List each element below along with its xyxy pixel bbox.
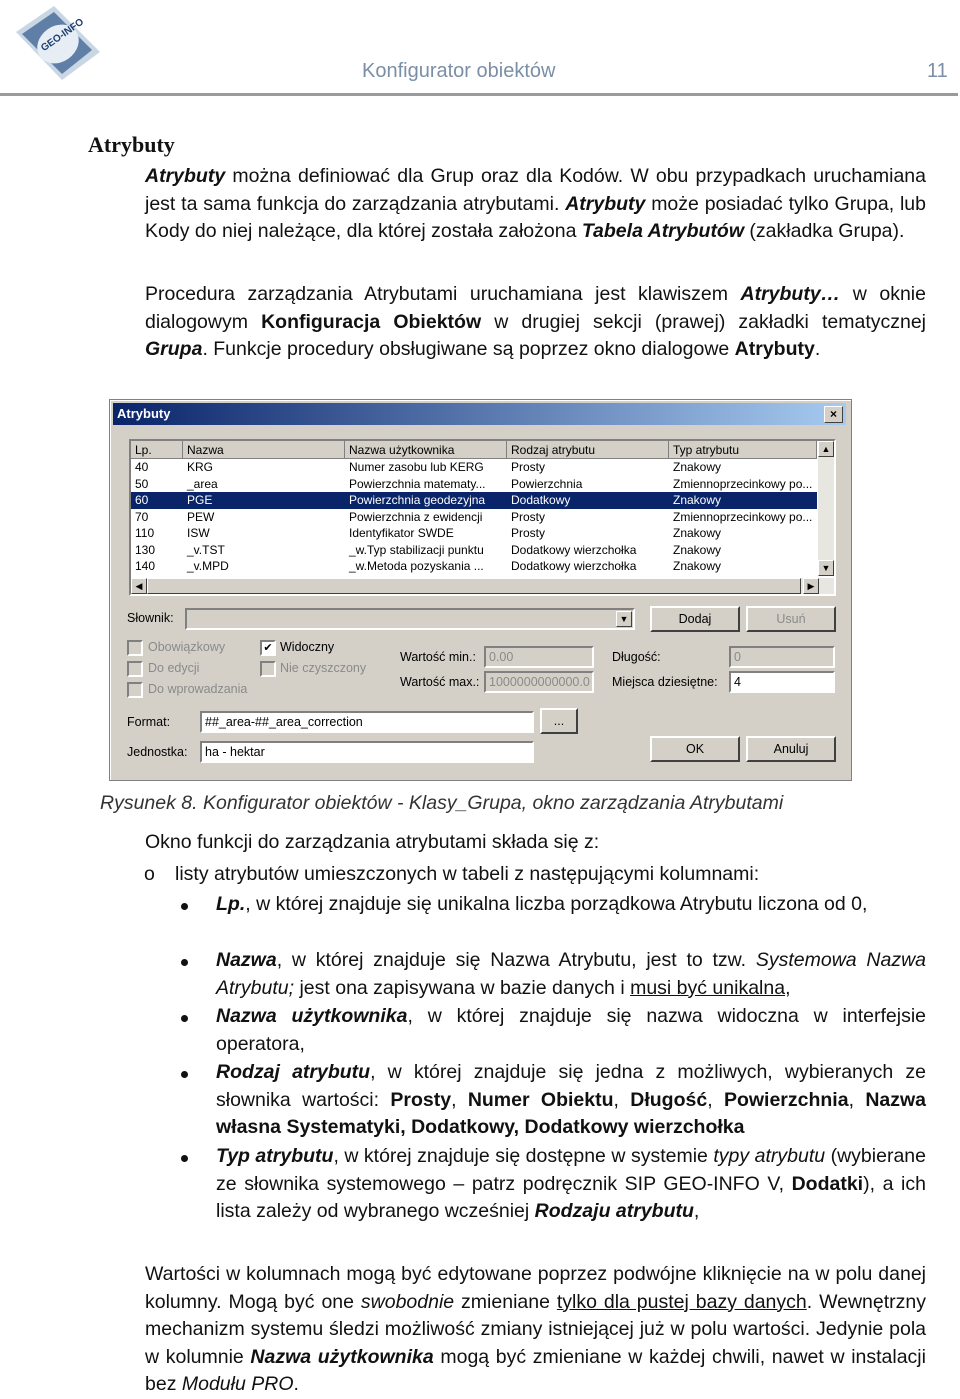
bullet-rodzaj-atrybutu: Rodzaj atrybutu, w której znajduje się jedna z możliwych, wybieranych ze słownika wartości: Prosty, Numer Obiektu, Długość, Powierzchnia, Nazwa własna Systematyki, Dodatkowy, Dodatkowy wierzchołka: [216, 1061, 927, 1138]
column-header-rodzaj-atrybutu[interactable]: Rodzaj atrybutu: [507, 441, 669, 459]
obowiazkowy-checkbox[interactable]: [127, 640, 143, 656]
jednostka-field[interactable]: ha - hektar: [200, 741, 534, 763]
intro-paragraph-2: Procedura zarządzania Atrybutami uruchamiana jest klawiszem Atrybuty… w oknie dialogowym Konfiguracja Obiektów w drugiej sekcji (prawej) zakładki tematycznej Grupa. Funkcje procedury obsługiwane są poprzez okno dialogowe Atrybuty.: [145, 283, 927, 360]
table-cell: _area: [187, 476, 218, 491]
obowiazkowy-label: Obowiązkowy: [148, 640, 226, 654]
header-rule: [0, 93, 958, 96]
table-cell: Dodatkowy: [511, 493, 571, 507]
vertical-scrollbar[interactable]: [818, 441, 834, 576]
table-cell: Dodatkowy wierzchołka: [511, 542, 637, 557]
bullet-icon: [181, 903, 188, 910]
dodaj-button[interactable]: Dodaj: [650, 606, 740, 632]
widoczny-checkbox[interactable]: ✔: [260, 640, 276, 656]
anuluj-button[interactable]: Anuluj: [746, 736, 836, 762]
bullet-typ-atrybutu: Typ atrybutu, w której znajduje się dostępne w systemie typy atrybutu (wybierane ze słownika systemowego – patrz podręcznik SIP GEO-INFO V, Dodatki), a ich lista zależy od wybranego wcześniej Rodzaju atrybutu,: [216, 1145, 926, 1222]
table-cell: _w.Typ stabilizacji punktu: [349, 542, 484, 557]
table-row[interactable]: [131, 459, 817, 476]
dlugosc-field[interactable]: 0: [729, 646, 835, 668]
table-row[interactable]: [131, 492, 817, 509]
bullet-icon: [181, 1155, 188, 1162]
table-cell: Znakowy: [673, 559, 722, 573]
bullet-nazwa: Nazwa, w której znajduje się Nazwa Atrybutu, jest to tzw. Systemowa Nazwa Atrybutu; jest ona zapisywana w bazie danych i musi być unikalna,: [216, 949, 926, 999]
jednostka-label: Jednostka:: [127, 745, 188, 759]
scroll-up-icon[interactable]: ▲: [818, 441, 834, 457]
table-cell: 50: [135, 476, 149, 491]
table-cell: 130: [135, 542, 156, 557]
table-cell: Zmiennoprzecinkowy po...: [673, 476, 813, 491]
geo-info-logo: [8, 2, 104, 84]
wartosc-min-label: Wartość min.:: [400, 650, 476, 664]
table-cell: 110: [135, 526, 155, 540]
table-row[interactable]: [131, 476, 817, 493]
table-cell: Powierzchnia: [511, 476, 583, 491]
do-wprowadzania-label: Do wprowadzania: [148, 682, 248, 696]
format-field[interactable]: ##_area-##_area_correction: [200, 711, 534, 733]
miejsca-dziesietne-label: Miejsca dziesiętne:: [612, 675, 718, 689]
figure-caption: Rysunek 8. Konfigurator obiektów - Klasy_Grupa, okno zarządzania Atrybutami: [100, 792, 784, 814]
table-row[interactable]: [131, 542, 817, 559]
table-cell: Identyfikator SWDE: [349, 526, 454, 540]
table-row[interactable]: [131, 558, 817, 575]
table-cell: Zmiennoprzecinkowy po...: [673, 509, 813, 524]
table-cell: 140: [135, 559, 156, 573]
table-cell: ISW: [187, 526, 210, 540]
table-row[interactable]: [131, 525, 817, 542]
do-edycji-checkbox[interactable]: [127, 661, 143, 677]
format-label: Format:: [127, 715, 171, 729]
table-cell: Dodatkowy wierzchołka: [511, 559, 637, 573]
scroll-left-icon[interactable]: ◀: [131, 578, 147, 594]
table-cell: PEW: [187, 509, 215, 524]
bullet-nazwa-uzytkownika: Nazwa użytkownika, w której znajduje się nazwa widoczna w interfejsie operatora,: [216, 1005, 926, 1055]
header-title: Konfigurator obiektów: [362, 60, 556, 82]
list-marker: o: [144, 863, 155, 885]
do-edycji-label: Do edycji: [148, 661, 200, 675]
bullet-icon: [181, 959, 188, 966]
table-row[interactable]: [131, 509, 817, 526]
table-cell: _v.MPD: [187, 559, 229, 573]
table-cell: Powierzchnia geodezyjna: [349, 493, 486, 507]
table-cell: 40: [135, 460, 149, 474]
attributes-table: [129, 439, 836, 596]
widoczny-label: Widoczny: [280, 640, 335, 654]
dlugosc-label: Długość:: [612, 650, 661, 664]
dialog-title: Atrybuty: [117, 406, 171, 421]
column-header-lp[interactable]: Lp.: [131, 441, 183, 459]
wartosc-max-label: Wartość max.:: [400, 675, 480, 689]
ok-button[interactable]: OK: [650, 736, 740, 762]
bullet-lp: Lp., w której znajduje się unikalna liczba porządkowa Atrybutu liczona od 0,: [216, 893, 868, 915]
list-intro: Okno funkcji do zarządzania atrybutami składa się z:: [145, 831, 600, 853]
table-cell: Znakowy: [673, 460, 722, 474]
table-cell: 60: [135, 493, 149, 507]
table-cell: Znakowy: [673, 526, 722, 540]
table-cell: _v.TST: [187, 542, 225, 557]
chevron-down-icon[interactable]: ▼: [616, 611, 632, 627]
do-wprowadzania-checkbox[interactable]: [127, 682, 143, 698]
intro-paragraph-1: Atrybuty można definiować dla Grup oraz dla Kodów. W obu przypadkach uruchamiana jest ta sama funkcja do zarządzania atrybutami. Atrybuty może posiadać tylko Grupa, lub Kody do niej należące, dla której została założona Tabela Atrybutów (zakładka Grupa).: [145, 165, 926, 242]
nie-czyszczony-label: Nie czyszczony: [280, 661, 367, 675]
table-cell: Numer zasobu lub KERG: [349, 460, 484, 474]
horizontal-scrollbar[interactable]: [131, 578, 834, 594]
scroll-right-icon[interactable]: ▶: [803, 578, 819, 594]
bullet-icon: [181, 1071, 188, 1078]
table-cell: Prosty: [511, 509, 546, 524]
table-cell: _w.Metoda pozyskania ...: [349, 559, 484, 573]
wartosc-min-field[interactable]: 0.00: [484, 646, 594, 668]
format-browse-button[interactable]: ...: [540, 708, 578, 734]
column-header-nazwa-uzytkownika[interactable]: Nazwa użytkownika: [345, 441, 507, 459]
list-item-text: listy atrybutów umieszczonych w tabeli z następującymi kolumnami:: [175, 863, 760, 885]
scroll-down-icon[interactable]: ▼: [818, 560, 834, 576]
table-cell: Prosty: [511, 460, 546, 474]
page-number: 11: [927, 60, 948, 82]
table-cell: Powierzchnia z ewidencji: [349, 509, 483, 524]
close-button[interactable]: ×: [824, 406, 843, 423]
bullet-icon: [181, 1015, 188, 1022]
closing-paragraph: Wartości w kolumnach mogą być edytowane poprzez podwójne kliknięcie na w polu danej kolumny. Mogą być one swobodnie zmieniane tylko dla pustej bazy danych. Wewnętrzny mechanizm systemu śledzi możliwość zmiany istniejącej już w polu wartości. Jedynie pola w kolumnie Nazwa użytkownika mogą być zmieniane w każdej chwili, nawet w instalacji bez Modułu PRO.: [145, 1263, 927, 1395]
table-cell: KRG: [187, 460, 214, 474]
dialog-titlebar: [113, 403, 846, 425]
nie-czyszczony-checkbox[interactable]: [260, 661, 276, 677]
logo-text: GEO-INFO: [39, 16, 86, 54]
slownik-select[interactable]: [185, 608, 635, 630]
table-cell: 70: [135, 509, 149, 524]
section-title: Atrybuty: [88, 132, 175, 157]
table-cell: Powierzchnia matematy...: [349, 476, 486, 491]
atrybuty-dialog: [109, 399, 852, 781]
table-cell: Znakowy: [673, 542, 722, 557]
wartosc-max-field[interactable]: 1000000000000.0: [484, 671, 594, 693]
column-header-nazwa[interactable]: Nazwa: [183, 441, 345, 459]
column-header-typ-atrybutu[interactable]: Typ atrybutu: [669, 441, 817, 459]
miejsca-dziesietne-field[interactable]: 4: [729, 671, 835, 693]
scroll-thumb[interactable]: [147, 578, 801, 594]
table-cell: Znakowy: [673, 493, 722, 507]
table-cell: Prosty: [511, 526, 546, 540]
table-cell: PGE: [187, 493, 213, 507]
slownik-label: Słownik:: [127, 611, 174, 625]
usun-button[interactable]: Usuń: [746, 606, 836, 632]
